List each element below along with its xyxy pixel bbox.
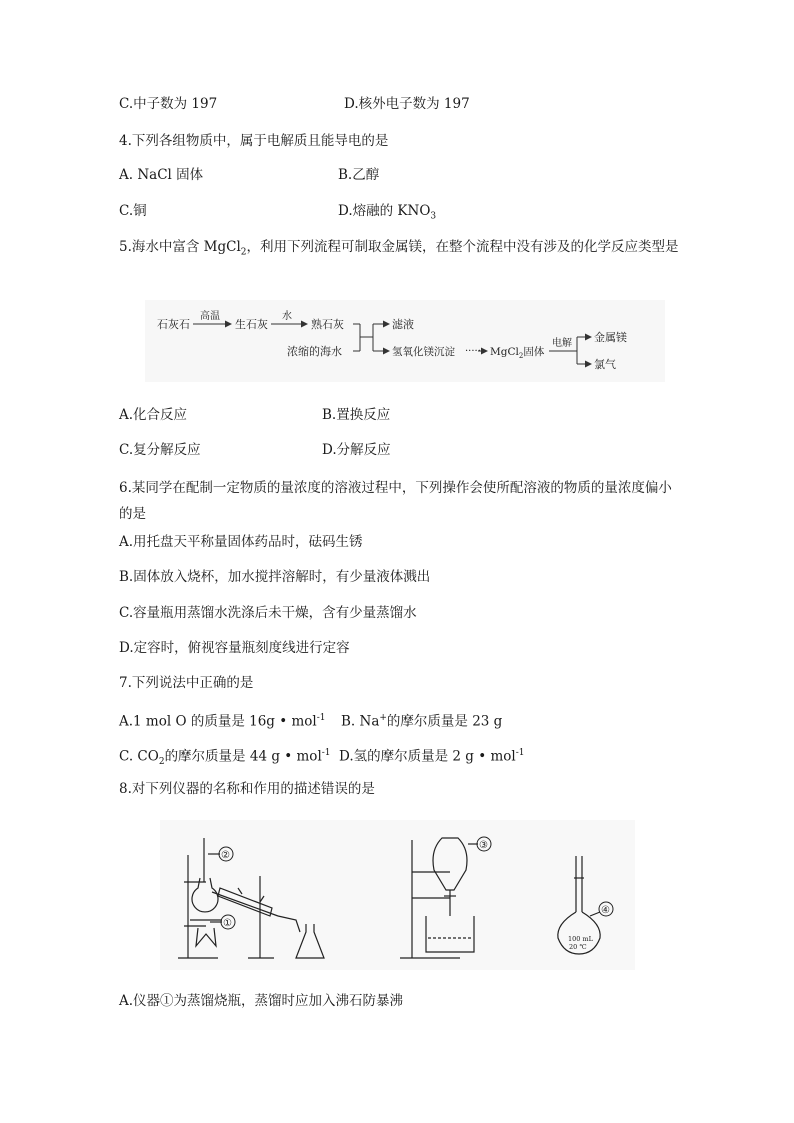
flow-slaked-lime: 熟石灰 (311, 318, 344, 331)
q4-option-d: D.熔融的 $KNO_3$ (338, 203, 437, 222)
flow-water: 水 (282, 311, 292, 322)
label-3: ③ (479, 840, 488, 851)
q4-option-c: C.铜 (119, 203, 147, 219)
q6-stem: 6.某同学在配制一定物质的量浓度的溶液过程中，下列操作会使所配溶液的物质的量浓度偏小的是 (119, 480, 672, 522)
q6-option-c: C.容量瓶用蒸馏水洗涤后未干燥，含有少量蒸馏水 (119, 605, 417, 621)
q5-option-c: C.复分解反应 (119, 442, 201, 458)
q8-option-a: A.仪器①为蒸馏烧瓶，蒸馏时应加入沸石防暴沸 (119, 993, 404, 1009)
q7-stem: 7.下列说法中正确的是 (119, 675, 254, 691)
q7-option-c: C. $CO_2$的摩尔质量是 44 g • mol$^{-1}$ (119, 748, 331, 768)
q6-option-b: B.固体放入烧杯，加水搅拌溶解时，有少量液体溅出 (119, 569, 431, 585)
q7-option-d: D.氢的摩尔质量是 2 g • mol$^{-1}$ (339, 748, 525, 765)
flow-limestone: 石灰石 (157, 318, 190, 331)
label-2: ② (221, 850, 230, 861)
label-4: ④ (601, 905, 610, 916)
flow-seawater: 浓缩的海水 (287, 345, 342, 358)
flow-high-temp: 高温 (200, 311, 220, 322)
flow-precipitate: 氢氧化镁沉淀 (392, 346, 455, 358)
flow-mgcl2: MgCl$_2$固体 (490, 346, 545, 360)
q5-option-a: A.化合反应 (119, 407, 188, 423)
flow-dots: ····· (465, 346, 481, 357)
flow-electrolysis: 电解 (552, 338, 572, 349)
q6-option-d: D.定容时，俯视容量瓶刻度线进行定容 (119, 640, 350, 656)
q5-option-d: D.分解反应 (322, 442, 391, 458)
lab-apparatus-figure (160, 820, 635, 970)
q4-option-a: A. NaCl 固体 (119, 167, 204, 183)
flow-quicklime: 生石灰 (235, 318, 268, 331)
q3-option-c: C.中子数为 197 (119, 96, 218, 112)
q8-stem: 8.对下列仪器的名称和作用的描述错误的是 (119, 781, 375, 797)
flask-volume-text: 100 mL (568, 935, 593, 943)
flask-temp-text: 20 ℃ (569, 943, 587, 951)
magnesium-flow-diagram (145, 300, 665, 382)
q4-stem: 4.下列各组物质中，属于电解质且能导电的是 (119, 133, 389, 149)
q5-stem: 5.海水中富含 MgCl$_2$，利用下列流程可制取金属镁，在整个流程中没有涉及的化学反应类型是 (119, 239, 679, 258)
q7-option-a: A.1 mol O 的质量是 16g • mol$^{-1}$ (119, 713, 326, 730)
flow-magnesium: 金属镁 (594, 331, 627, 344)
flow-filtrate: 滤液 (392, 318, 414, 331)
flow-chlorine: 氯气 (594, 358, 616, 371)
q7-option-b: B. Na+的摩尔质量是 23 g (341, 713, 503, 730)
q5-option-b: B.置换反应 (322, 407, 391, 423)
q6-option-a: A.用托盘天平称量固体药品时，砝码生锈 (119, 534, 363, 550)
q3-option-d: D.核外电子数为 197 (344, 96, 470, 112)
q4-option-b: B.乙醇 (338, 167, 380, 183)
label-1: ① (223, 918, 232, 929)
